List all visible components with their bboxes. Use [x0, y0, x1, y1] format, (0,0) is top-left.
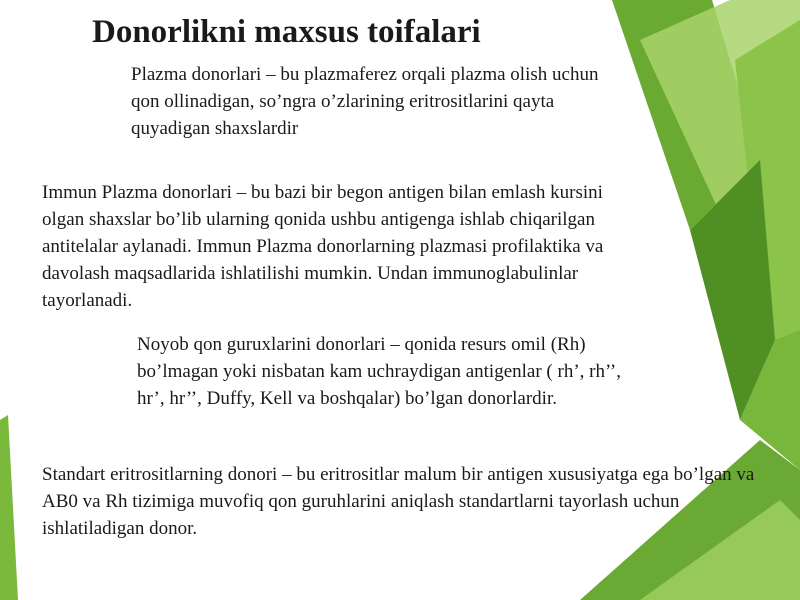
- green-facet-left: [0, 415, 18, 600]
- slide-title: Donorlikni maxsus toifalari: [92, 14, 481, 50]
- paragraph-immune-plasma-donors: Immun Plazma donorlari – bu bazi bir begon antigen bilan emlash kursini olgan shaxslar bo’lib ularning qonida ushbu antigenga ishlab chiqarilgan antitelalar aylanadi. Immun Plazma donorlarning plazmasi profilaktika va davolash maqsadlarida ishlatilishi mumkin. Undan immunoglabulinlar tayorlanadi.: [42, 182, 604, 311]
- paragraph-plasma-donors: Plazma donorlari – bu plazmaferez orqali plazma olish uchun qon ollinadigan, so’ngra o’zlarining eritrositlarini qayta quyadigan shaxslardir: [131, 64, 599, 139]
- paragraph-rare-blood-group-donors: Noyob qon guruxlarini donorlari – qonida resurs omil (Rh) bo’lmagan yoki nisbatan kam uchraydigan antigenlar ( rh’, rh’’, hr’, hr’’, Duffy, Kell va boshqalar) bo’lgan donorlardir.: [137, 334, 621, 409]
- paragraph-standard-erythrocyte-donors: Standart eritrositlarning donori – bu eritrositlar malum bir antigen xususiyatga ega bo’lgan va AB0 va Rh tizimiga muvofiq qon guruhlarini aniqlash standartlarni tayorlash uchun ishlatiladigan donor.: [42, 464, 755, 539]
